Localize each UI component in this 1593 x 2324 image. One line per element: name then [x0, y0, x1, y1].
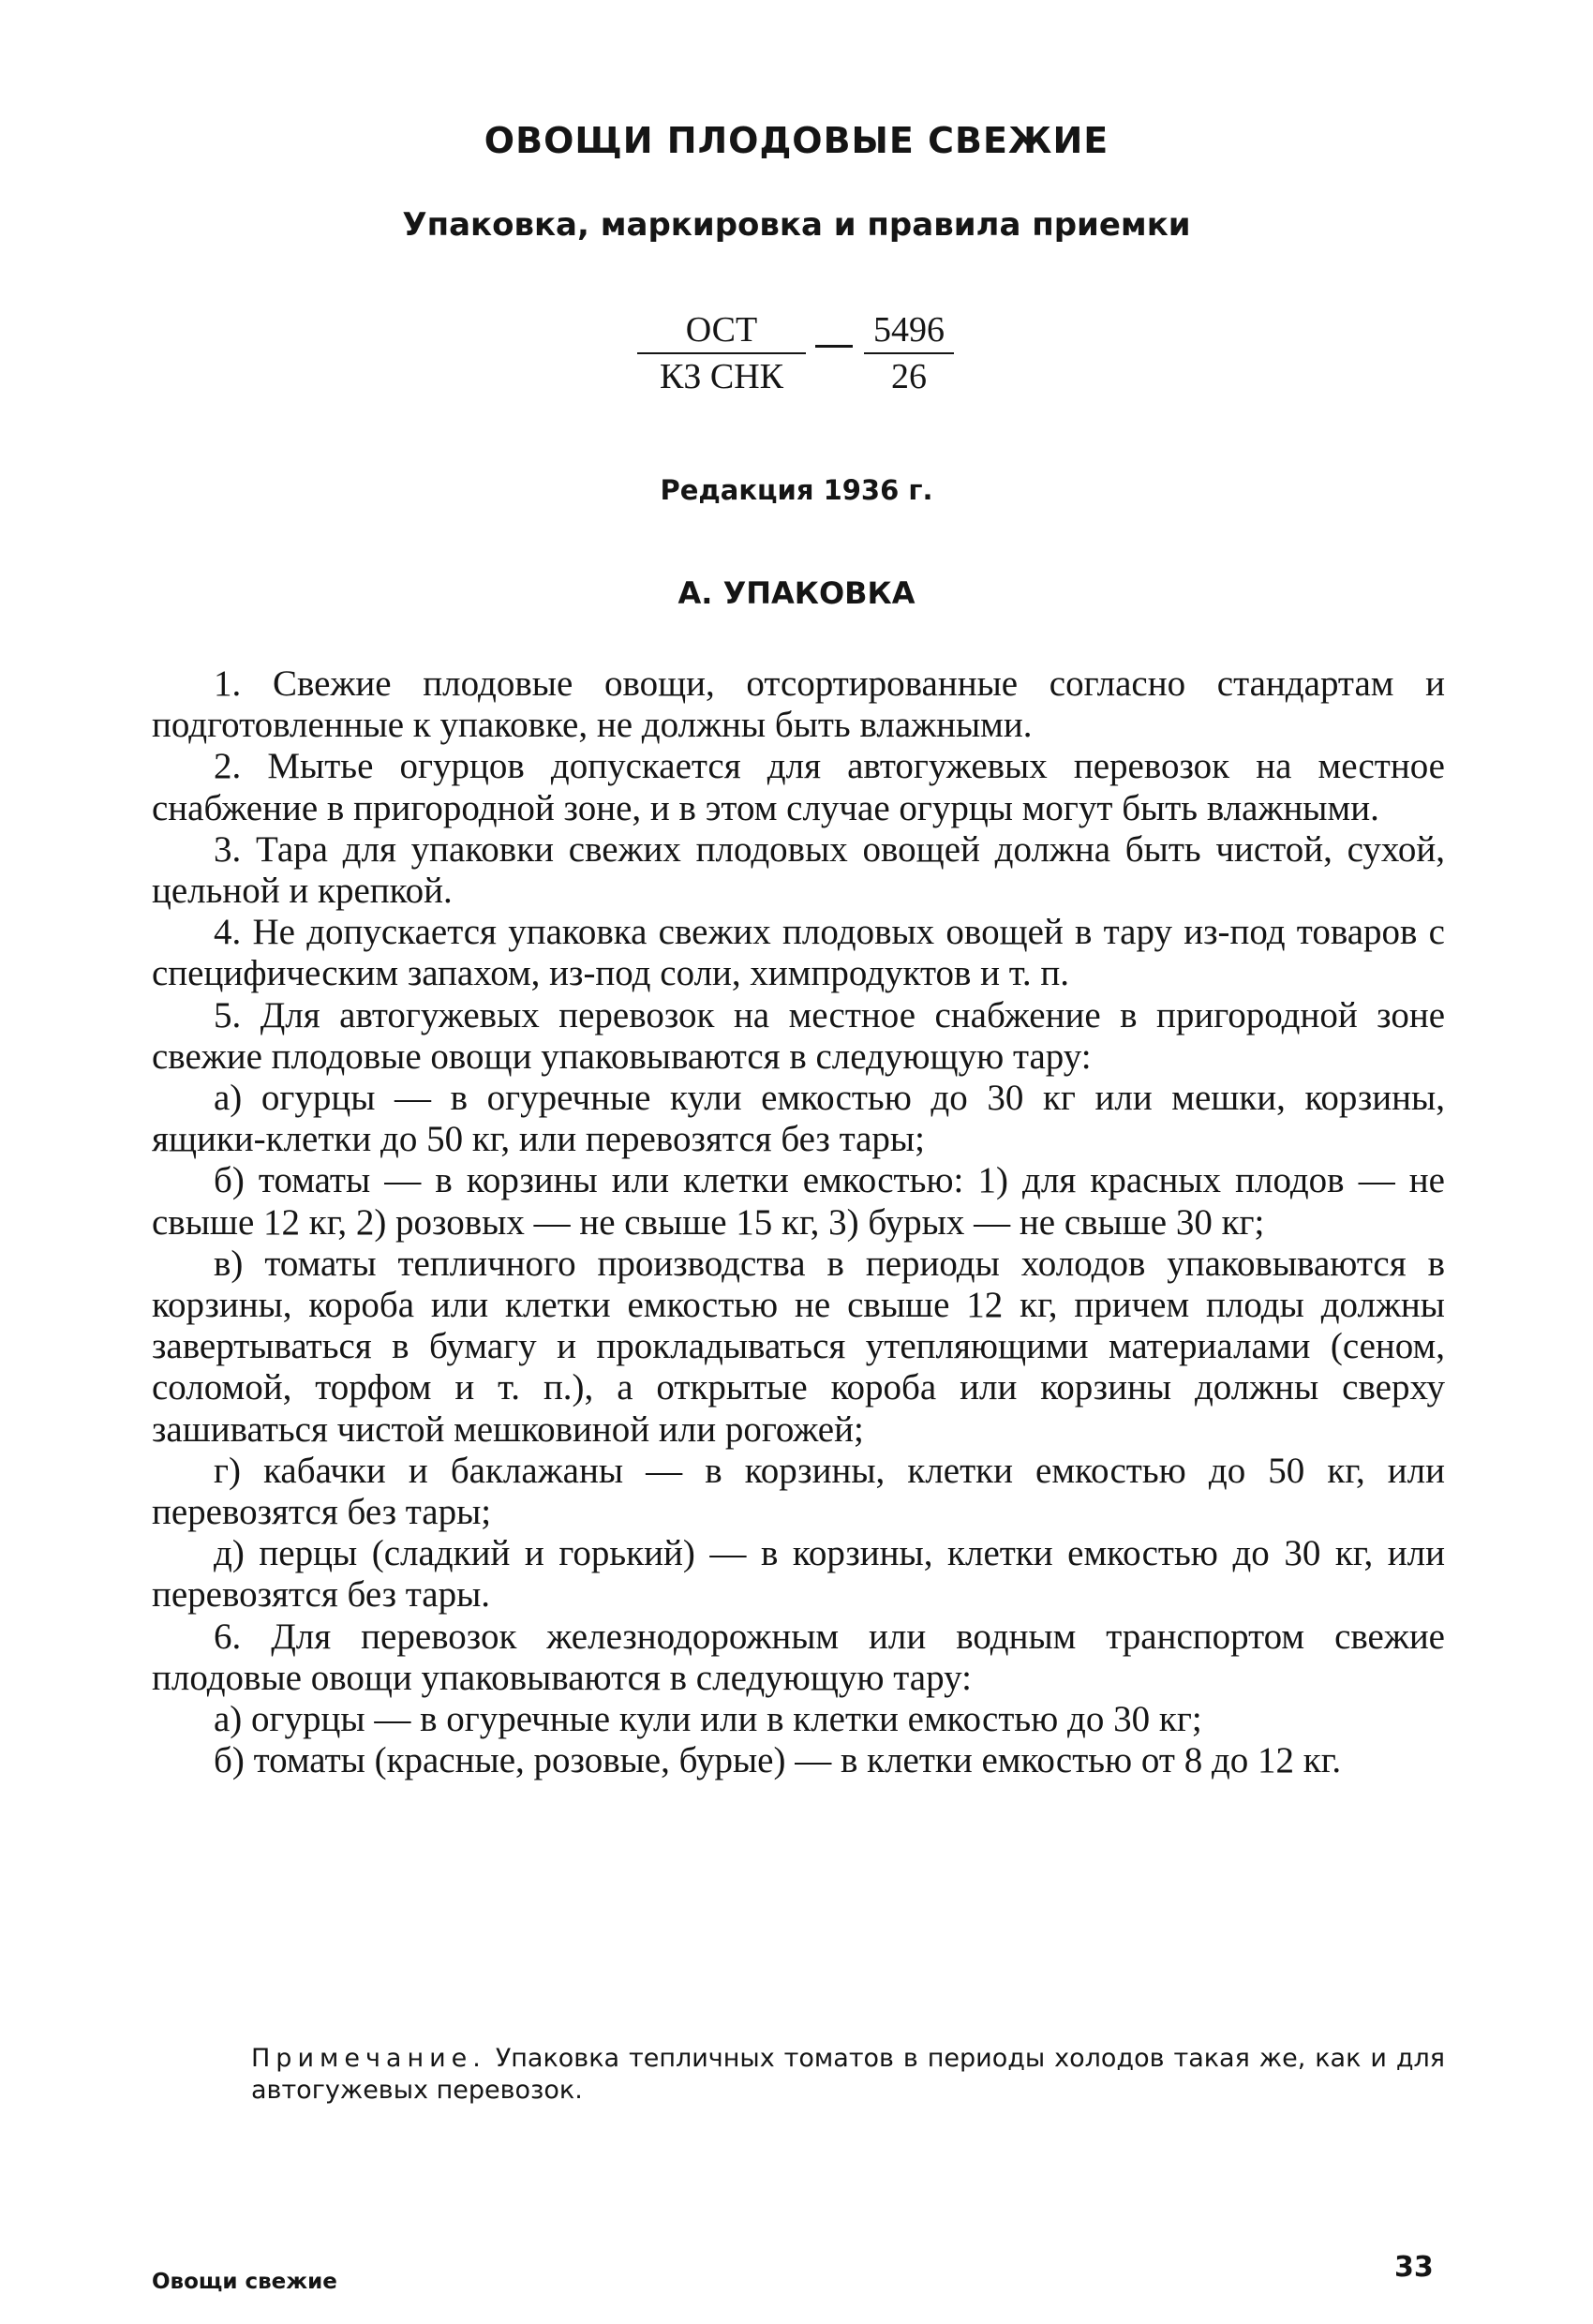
- code-dash: [815, 345, 853, 348]
- code-right-fraction: [864, 311, 954, 395]
- paragraph-5b: б) томаты — в корзины или клетки емкостью: 1) для красных плодов — не свыше 12 кг, 2) розовых — не свыше 15 кг, 3) бурых — не свыше 30 кг;: [152, 1160, 1445, 1243]
- paragraph-5d: г) кабачки и баклажаны — в корзины, клетки емкостью до 50 кг, или перевозятся без тары;: [152, 1450, 1445, 1533]
- section-heading: А. УПАКОВКА: [677, 575, 916, 611]
- document-title: ОВОЩИ ПЛОДОВЫЕ СВЕЖИЕ: [484, 120, 1109, 161]
- paragraph-5c: в) томаты тепличного производства в периоды холодов упаковываются в корзины, короба или клетки емкостью не свыше 12 кг, причем плоды должны завертываться в бумагу и прокладываться утепляющими материалами (сеном, соломой, торфом и т. п.), а открытые короба или корзины должны сверху зашиваться чистой мешковиной или рогожей;: [152, 1243, 1445, 1450]
- document-subtitle: Упаковка, маркировка и правила приемки: [402, 206, 1191, 244]
- paragraph-1: 1. Свежие плодовые овощи, отсортированные согласно стандартам и подготовленные к упаковке, не должны быть влажными.: [152, 663, 1445, 746]
- paragraph-2: 2. Мытье огурцов допускается для автогужевых перевозок на местное снабжение в пригородной зоне, и в этом случае огурцы могут быть влажными.: [152, 746, 1445, 828]
- note-text: Упаковка тепличных томатов в периоды холодов такая же, как и для автогужевых перевозок.: [251, 2044, 1446, 2105]
- paragraph-6: 6. Для перевозок железнодорожным или водным транспортом свежие плодовые овощи упаковываются в следующую тару:: [152, 1616, 1445, 1698]
- note: [251, 2043, 1445, 2107]
- paragraph-6b: б) томаты (красные, розовые, бурые) — в клетки емкостью от 8 до 12 кг.: [214, 1740, 1342, 1781]
- paragraph-5a: а) огурцы — в огуречные кули емкостью до 30 кг или мешки, корзины, ящики-клетки до 50 кг, или перевозятся без тары;: [152, 1078, 1445, 1160]
- code-right-denominator: 26: [891, 357, 927, 396]
- paragraph-5e: д) перцы (сладкий и горький) — в корзины, клетки емкостью до 30 кг, или перевозятся без тары.: [152, 1533, 1445, 1616]
- page-number: 33: [1394, 2251, 1434, 2284]
- paragraph-4: 4. Не допускается упаковка свежих плодовых овощей в тару из-под товаров с специфическим запахом, из-под соли, химпродуктов и т. п.: [152, 912, 1445, 994]
- footer-signature: Овощи свежие: [152, 2270, 337, 2294]
- section-body: [152, 663, 1445, 1781]
- paragraph-3: 3. Тара для упаковки свежих плодовых овощей должна быть чистой, сухой, цельной и крепкой.: [152, 828, 1445, 912]
- code-left-fraction: [637, 311, 806, 395]
- paragraph-6a: а) огурцы — в огуречные кули или в клетки емкостью до 30 кг;: [214, 1699, 1202, 1740]
- edition-line: Редакция 1936 г.: [660, 474, 933, 506]
- standard-code: [637, 311, 956, 414]
- note-label: Примечание.: [251, 2044, 486, 2073]
- code-right-numerator: 5496: [864, 311, 954, 354]
- paragraph-5: 5. Для автогужевых перевозок на местное снабжение в пригородной зоне свежие плодовые овощи упаковываются в следующую тару:: [152, 994, 1445, 1077]
- code-left-numerator: ОСТ: [637, 311, 806, 354]
- code-left-denominator: КЗ СНК: [659, 357, 784, 396]
